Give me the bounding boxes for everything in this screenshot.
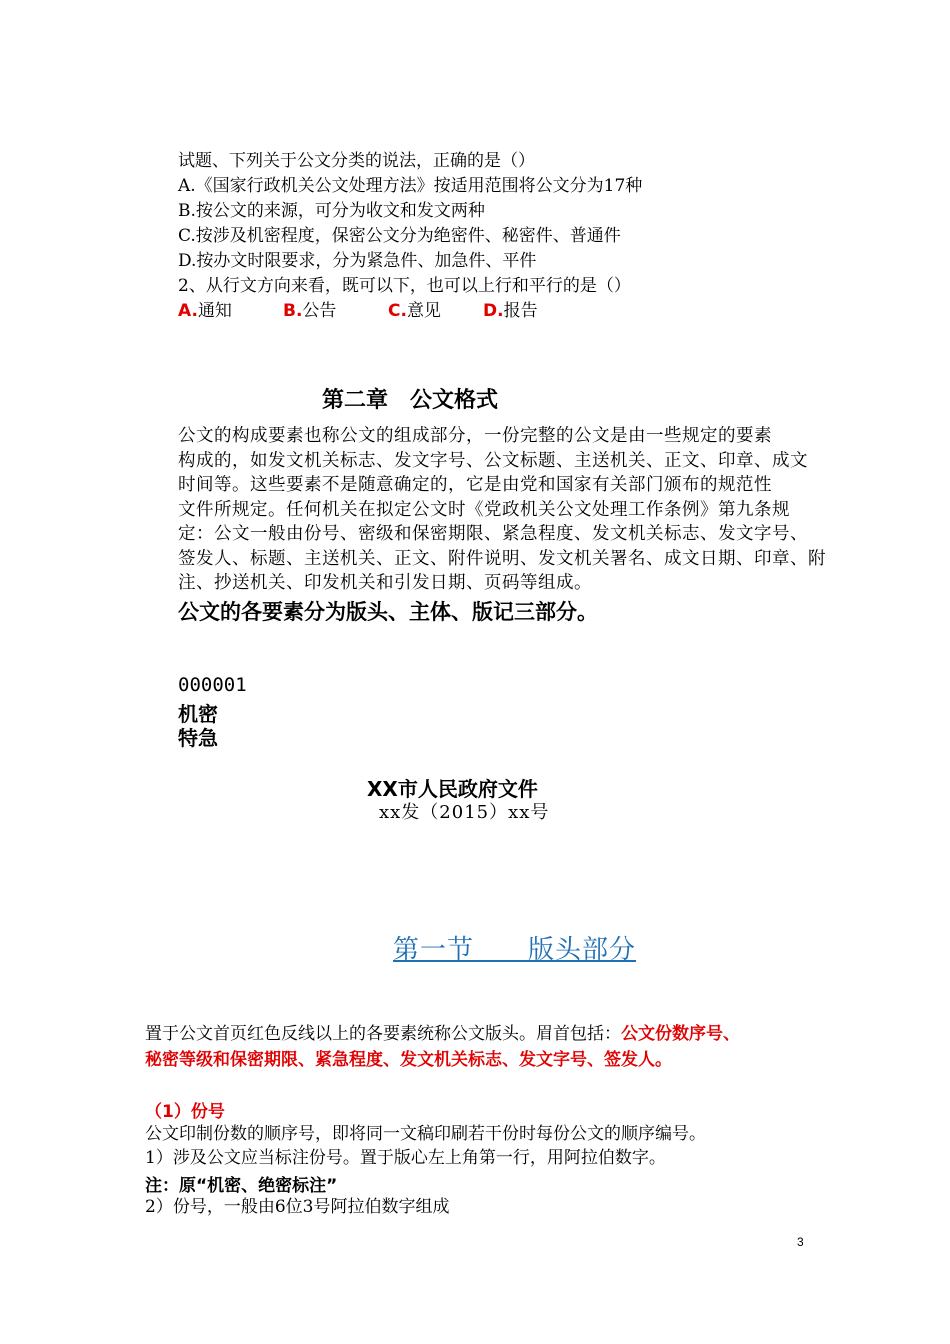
paragraph-line: 文件所规定。任何机关在拟定公文时《党政机关公文处理工作条例》第九条规 <box>178 499 790 520</box>
sample-issuer: XX市人民政府文件 <box>367 777 538 801</box>
question-2-option-a: A.通知 <box>178 301 232 321</box>
question-1-option-a: A.《国家行政机关公文处理方法》按适用范围将公文分为17种 <box>178 176 643 196</box>
item-1-definition: 公文印制份数的顺序号，即将同一文稿印刷若干份时每份公文的顺序编号。 <box>145 1124 706 1144</box>
sample-doc-number: xx发（2015）xx号 <box>379 802 550 823</box>
paragraph-line: 时间等。这些要素不是随意确定的，它是由党和国家有关部门颁布的规范性 <box>178 475 772 495</box>
question-1-option-b: B.按公文的来源，可分为收文和发文两种 <box>178 201 485 221</box>
paragraph-line: 定：公文一般由份号、密级和保密期限、紧急程度、发文机关标志、发文字号、 <box>178 524 808 544</box>
question-2-option-c: C.意见 <box>388 301 441 321</box>
question-1: 试题、下列关于公文分类的说法，正确的是（） <box>178 151 535 171</box>
chapter-paragraph <box>178 424 826 596</box>
question-2-option-d: D.报告 <box>483 301 538 321</box>
question-2-option-b: B.公告 <box>283 301 337 321</box>
chapter-summary: 公文的各要素分为版头、主体、版记三部分。 <box>178 600 598 624</box>
question-1-option-c: C.按涉及机密程度，保密公文分为绝密件、秘密件、普通件 <box>178 226 621 246</box>
section-title: 第一节 版头部分 <box>393 935 637 965</box>
sample-urgency: 特急 <box>178 726 218 750</box>
chapter-title: 第二章 公文格式 <box>322 388 499 413</box>
question-2-options <box>178 299 538 324</box>
question-1-option-d: D.按办文时限要求，分为紧急件、加急件、平件 <box>178 251 537 271</box>
sample-serial: 000001 <box>178 674 247 696</box>
page-number: 3 <box>797 1235 804 1249</box>
paragraph-line: 注、抄送机关、印发机关和引发日期、页码等组成。 <box>178 573 592 593</box>
note: 注：原“机密、绝密标注” <box>145 1176 338 1196</box>
item-1-rule-1: 1）涉及公文应当标注份号。置于版心左上角第一行，用阿拉伯数字。 <box>145 1148 666 1168</box>
paragraph-line: 公文的构成要素也称公文的组成部分，一份完整的公文是由一些规定的要素 <box>178 426 772 446</box>
section-intro: 置于公文首页红色反线以上的各要素统称公文版头。眉首包括：公文份数序号、 秘密等级和保密期限、紧急程度、发文机关标志、发文字号、签发人。 <box>145 1024 740 1070</box>
paragraph-line: 签发人、标题、主送机关、正文、附件说明、发文机关署名、成文日期、印章、附 <box>178 548 826 569</box>
item-1-rule-2: 2）份号，一般由6位3号阿拉伯数字组成 <box>145 1197 450 1217</box>
paragraph-line: 构成的，如发文机关标志、发文字号、公文标题、主送机关、正文、印章、成文 <box>178 450 808 471</box>
sample-secret-level: 机密 <box>178 702 218 726</box>
question-2: 2、从行文方向来看，既可以下，也可以上行和平行的是（） <box>178 276 631 296</box>
item-1-title: （1）份号 <box>145 1102 225 1122</box>
